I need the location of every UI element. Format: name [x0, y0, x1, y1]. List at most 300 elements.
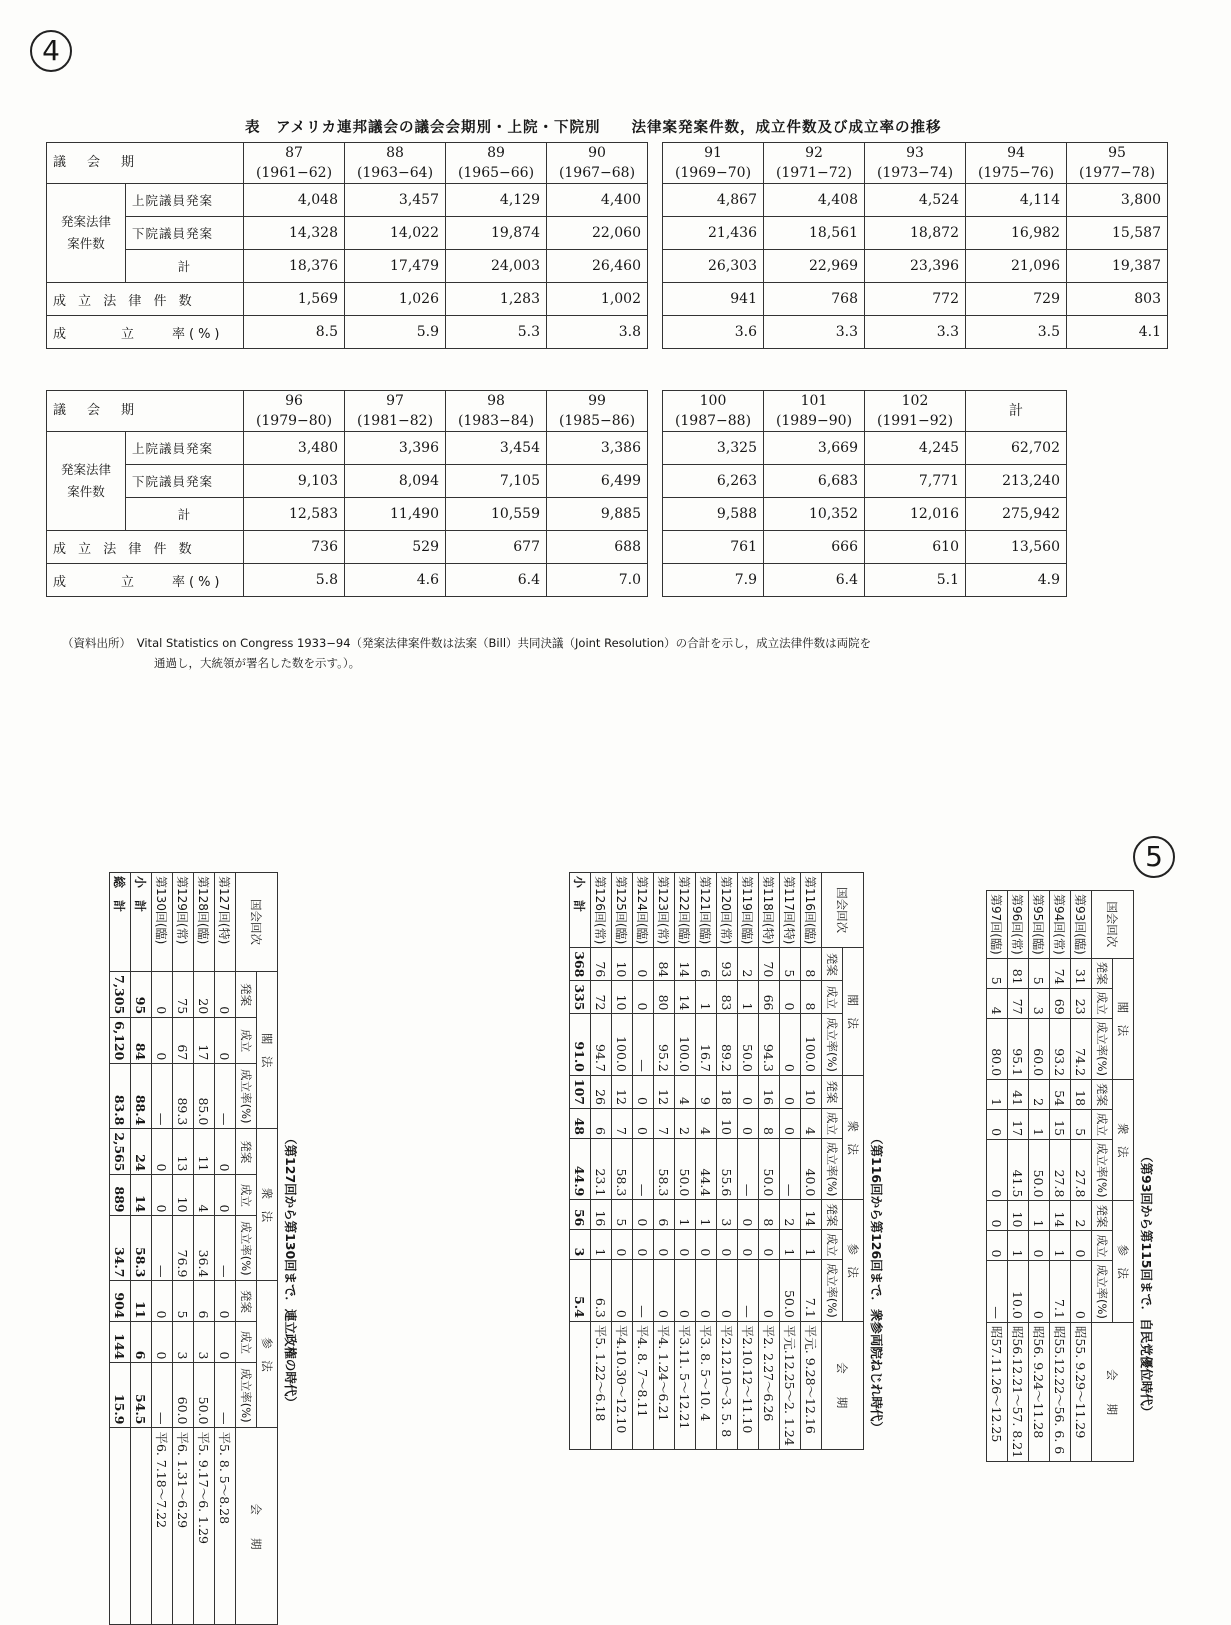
value-cell: 95.2	[654, 1014, 675, 1075]
session-number: 94	[1007, 145, 1025, 161]
rate-header: 成立率(%)	[236, 1363, 257, 1428]
value-cell: 55.6	[717, 1138, 738, 1199]
value-cell: 70	[759, 948, 780, 981]
column-gap	[648, 432, 663, 465]
cabinet-header: 閣 法	[1113, 958, 1134, 1079]
table-row	[173, 873, 194, 1625]
rate-header: 成立率(%)	[236, 1216, 257, 1281]
header-row-1	[1113, 891, 1134, 1462]
enacted-value: 677	[446, 531, 547, 564]
rate-header: 成立率(%)	[1092, 1018, 1113, 1079]
session-years: (1963−64)	[356, 165, 434, 181]
value-cell: 72	[591, 981, 612, 1014]
value-cell: 0	[612, 1260, 633, 1321]
senate-value: 4,048	[244, 184, 345, 217]
value-cell: 89.3	[173, 1064, 194, 1129]
enacted-value: 729	[966, 283, 1067, 316]
value-cell: 2,565	[110, 1129, 131, 1175]
value-cell: 0	[633, 1075, 654, 1108]
period-cell: 平5. 1.22〜6.18	[591, 1321, 612, 1449]
value-cell: —	[152, 1363, 173, 1428]
session-number: 87	[285, 145, 303, 161]
value-cell: —	[152, 1064, 173, 1129]
period-cell: 平元.12.25〜2. 1.24	[780, 1321, 801, 1449]
session-years: (1983−84)	[457, 413, 535, 429]
total-value: 10,559	[446, 498, 547, 531]
value-cell: 7.1	[1050, 1261, 1071, 1322]
value-cell: 0	[1029, 1261, 1050, 1322]
senate-value: 4,524	[865, 184, 966, 217]
rate-header: 成立率(%)	[822, 1138, 843, 1199]
total-value: 17,479	[345, 250, 446, 283]
value-cell: 0	[759, 1260, 780, 1321]
session-years: (1989−90)	[775, 413, 853, 429]
total-value: 21,096	[966, 250, 1067, 283]
table-row	[1029, 891, 1050, 1462]
value-cell: 7,305	[110, 972, 131, 1018]
session-cell: 第125回(臨)	[612, 873, 633, 948]
value-cell: 27.8	[1050, 1140, 1071, 1201]
value-cell: 5	[1071, 1110, 1092, 1140]
session-cell: 第96回(常)	[1008, 891, 1029, 959]
value-cell: 80	[654, 981, 675, 1014]
session-cell: 第117回(特)	[780, 873, 801, 948]
value-cell: 8	[801, 981, 822, 1014]
session-number: 97	[386, 393, 404, 409]
value-cell: 100.0	[801, 1014, 822, 1075]
lower-header: 衆 法	[257, 1129, 278, 1281]
senate-value: 3,669	[764, 432, 865, 465]
house-value: 18,561	[764, 217, 865, 250]
value-cell: 8	[759, 1108, 780, 1138]
period-cell	[570, 1321, 591, 1449]
house-label: 下院議員発案	[126, 217, 244, 250]
table-row	[759, 873, 780, 1450]
value-cell: 83.8	[110, 1064, 131, 1129]
enacted-value: 768	[764, 283, 865, 316]
column-gap	[648, 564, 663, 597]
value-cell: 0	[987, 1201, 1008, 1231]
senate-value: 4,245	[865, 432, 966, 465]
value-cell: 7	[654, 1108, 675, 1138]
table-title: 表 アメリカ連邦議会の議会会期別・上院・下院別 法律案発案件数，成立件数及び成立率の推移	[245, 120, 942, 136]
table-row	[696, 873, 717, 1450]
table-row	[738, 873, 759, 1450]
session-cell: 第121回(臨)	[696, 873, 717, 948]
value-cell: —	[215, 1064, 236, 1129]
value-cell: 6	[696, 948, 717, 981]
proposed-header: 発案	[236, 972, 257, 1018]
value-cell: 16.7	[696, 1014, 717, 1075]
value-cell: 41.5	[1008, 1140, 1029, 1201]
value-cell: 3	[717, 1200, 738, 1230]
value-cell: 0	[654, 1260, 675, 1321]
value-cell: 27.8	[1071, 1140, 1092, 1201]
header-row	[47, 143, 1168, 184]
value-cell: 0	[633, 1108, 654, 1138]
value-cell: 15.9	[110, 1363, 131, 1428]
period-cell: 平4. 8. 7〜8.11	[633, 1321, 654, 1449]
value-cell: 1	[696, 981, 717, 1014]
session-number: 99	[588, 393, 606, 409]
rate-header: 成立率(%)	[236, 1064, 257, 1129]
value-cell: —	[738, 1138, 759, 1199]
source-note	[62, 633, 1102, 673]
session-label: 議 会 期	[47, 391, 244, 432]
period-cell	[110, 1428, 131, 1625]
session-cell: 第119回(臨)	[738, 873, 759, 948]
value-cell: 11	[131, 1281, 152, 1322]
lower-header: 衆 法	[843, 1075, 864, 1200]
enacted-value: 13,560	[966, 531, 1067, 564]
value-cell: 0	[780, 1108, 801, 1138]
value-cell: 0	[1029, 1231, 1050, 1261]
period-cell: 平6. 1.31〜6.29	[173, 1428, 194, 1625]
house-value: 6,263	[663, 465, 764, 498]
rate-value: 5.3	[446, 316, 547, 349]
house-value: 15,587	[1067, 217, 1168, 250]
value-cell: 50.0	[759, 1138, 780, 1199]
house-value: 14,022	[345, 217, 446, 250]
session-number: 98	[487, 393, 505, 409]
proposed-header: 発案	[236, 1281, 257, 1322]
value-cell: 20	[194, 972, 215, 1018]
session-number: 計	[1009, 403, 1023, 419]
value-cell: 1	[780, 1230, 801, 1260]
value-cell: 50.0	[738, 1014, 759, 1075]
value-cell: 5.4	[570, 1260, 591, 1321]
value-cell: 54	[1050, 1080, 1071, 1110]
value-cell: 904	[110, 1281, 131, 1322]
senate-value: 4,114	[966, 184, 1067, 217]
value-cell: —	[633, 1260, 654, 1321]
value-cell: 10	[717, 1108, 738, 1138]
session-years: (1965−66)	[457, 165, 535, 181]
group-label: 発案法律 案件数	[47, 184, 126, 283]
value-cell: 81	[1008, 958, 1029, 988]
enacted-row	[47, 283, 1168, 316]
source-line-1: （資料出所） Vital Statistics on Congress 1933−94（発案法律案件数は法案（Bill）共同決議（Joint Resolution）の合計を示し，成立法律件数は両院を	[62, 636, 872, 650]
value-cell: —	[215, 1363, 236, 1428]
enacted-label: 成 立 法 律 件 数	[47, 531, 244, 564]
value-cell: 84	[654, 948, 675, 981]
value-cell: 16	[759, 1075, 780, 1108]
rate-value: 5.8	[244, 564, 345, 597]
session-header	[446, 391, 547, 432]
value-cell: 58.3	[612, 1138, 633, 1199]
value-cell: 10	[801, 1075, 822, 1108]
period-cell: 昭56. 9.24〜11.28	[1029, 1322, 1050, 1461]
value-cell: 1	[801, 1230, 822, 1260]
value-cell: 100.0	[675, 1014, 696, 1075]
page-number-4: 4	[30, 30, 72, 72]
house-value: 14,328	[244, 217, 345, 250]
column-gap	[648, 391, 663, 432]
value-cell: 54.5	[131, 1363, 152, 1428]
jp-bill-table	[109, 872, 278, 1625]
value-cell: 50.0	[780, 1260, 801, 1321]
session-cell: 第94回(常)	[1050, 891, 1071, 959]
house-value: 16,982	[966, 217, 1067, 250]
period-cell: 平6. 7.18〜7.22	[152, 1428, 173, 1625]
table-row	[612, 873, 633, 1450]
value-cell: 34.7	[110, 1216, 131, 1281]
total-value: 9,885	[547, 498, 648, 531]
proposed-header: 発案	[1092, 1201, 1113, 1231]
house-label: 下院議員発案	[126, 465, 244, 498]
session-header	[966, 391, 1067, 432]
session-header: 国会回次	[236, 873, 278, 972]
value-cell: —	[987, 1261, 1008, 1322]
session-header	[764, 391, 865, 432]
value-cell: 0	[987, 1140, 1008, 1201]
proposed-header: 発案	[822, 1200, 843, 1230]
value-cell: 0	[215, 972, 236, 1018]
total-value: 22,969	[764, 250, 865, 283]
senate-value: 3,454	[446, 432, 547, 465]
session-number: 91	[704, 145, 722, 161]
proposed-header: 発案	[1092, 1080, 1113, 1110]
value-cell: 6,120	[110, 1018, 131, 1064]
total-label: 計	[126, 498, 244, 531]
session-years: (1977−78)	[1078, 165, 1156, 181]
rate-value: 8.5	[244, 316, 345, 349]
session-years: (1987−88)	[674, 413, 752, 429]
senate-value: 4,129	[446, 184, 547, 217]
value-cell: 0	[780, 1014, 801, 1075]
value-cell: 0	[633, 948, 654, 981]
senate-value: 3,386	[547, 432, 648, 465]
value-cell: 11	[194, 1129, 215, 1175]
value-cell: 69	[1050, 988, 1071, 1018]
rate-value: 5.9	[345, 316, 446, 349]
value-cell: 0	[215, 1175, 236, 1216]
value-cell: 13	[173, 1129, 194, 1175]
header-row-1	[843, 873, 864, 1450]
session-header	[446, 143, 547, 184]
house-value: 8,094	[345, 465, 446, 498]
value-cell: 10	[1008, 1201, 1029, 1231]
enacted-value: 736	[244, 531, 345, 564]
value-cell: —	[152, 1216, 173, 1281]
total-value: 18,376	[244, 250, 345, 283]
table-row	[675, 873, 696, 1450]
value-cell: 2	[675, 1108, 696, 1138]
value-cell: 144	[110, 1322, 131, 1363]
session-header	[663, 391, 764, 432]
period-header: 会 期	[1092, 1322, 1134, 1461]
value-cell: 0	[738, 1075, 759, 1108]
value-cell: 14	[675, 981, 696, 1014]
senate-value: 3,800	[1067, 184, 1168, 217]
session-number: 95	[1108, 145, 1126, 161]
value-cell: 6	[194, 1281, 215, 1322]
value-cell: 8	[801, 948, 822, 981]
value-cell: 31	[1071, 958, 1092, 988]
session-cell: 第128回(臨)	[194, 873, 215, 972]
rate-value: 3.3	[764, 316, 865, 349]
group-label: 発案法律 案件数	[47, 432, 126, 531]
value-cell: 95	[131, 972, 152, 1018]
value-cell: 10.0	[1008, 1261, 1029, 1322]
session-number: 102	[901, 393, 929, 409]
session-number: 93	[906, 145, 924, 161]
session-number: 88	[386, 145, 404, 161]
total-value: 12,016	[865, 498, 966, 531]
rate-value: 6.4	[764, 564, 865, 597]
table-row	[1008, 891, 1029, 1462]
session-number: 92	[805, 145, 823, 161]
total-value: 26,460	[547, 250, 648, 283]
value-cell: 5	[1029, 958, 1050, 988]
enacted-value: 772	[865, 283, 966, 316]
session-cell: 小 計	[570, 873, 591, 948]
table-row	[1050, 891, 1071, 1462]
value-cell: 48	[570, 1108, 591, 1138]
value-cell: 4	[194, 1175, 215, 1216]
session-cell: 第116回(臨)	[801, 873, 822, 948]
value-cell: 5	[987, 958, 1008, 988]
session-cell: 第93回(臨)	[1071, 891, 1092, 959]
value-cell: 5	[780, 948, 801, 981]
session-header	[966, 143, 1067, 184]
upper-header: 参 法	[843, 1200, 864, 1321]
session-header	[244, 143, 345, 184]
total-row	[47, 498, 1067, 531]
value-cell: 3	[194, 1322, 215, 1363]
value-cell: 6	[131, 1322, 152, 1363]
session-header	[244, 391, 345, 432]
value-cell: 0	[215, 1018, 236, 1064]
session-header: 国会回次	[822, 873, 864, 948]
value-cell: 50.0	[675, 1138, 696, 1199]
value-cell: 40.0	[801, 1138, 822, 1199]
value-cell: 1	[987, 1080, 1008, 1110]
table-row	[801, 873, 822, 1450]
period-cell: 平2. 2.27〜6.26	[759, 1321, 780, 1449]
period-cell: 平5. 8. 5〜8.28	[215, 1428, 236, 1625]
value-cell: 18	[1071, 1080, 1092, 1110]
value-cell: 0	[633, 1200, 654, 1230]
value-cell: 60.0	[1029, 1018, 1050, 1079]
session-cell: 第127回(特)	[215, 873, 236, 972]
jp-table-caption: （第127回から第130回まで．連立政権の時代）	[283, 1132, 298, 1409]
value-cell: 23.1	[591, 1138, 612, 1199]
column-gap	[648, 250, 663, 283]
value-cell: 80.0	[987, 1018, 1008, 1079]
session-header	[865, 143, 966, 184]
us-congress-table-1	[46, 142, 1168, 349]
value-cell: 6	[654, 1200, 675, 1230]
enacted-value: 529	[345, 531, 446, 564]
value-cell: 36.4	[194, 1216, 215, 1281]
value-cell: 5	[612, 1200, 633, 1230]
period-cell: 平3. 8. 5〜10. 4	[696, 1321, 717, 1449]
table-row	[717, 873, 738, 1450]
value-cell: 94.3	[759, 1014, 780, 1075]
source-line-2: 通過し，大統領が署名した数を示す。）。	[154, 656, 361, 670]
senate-value: 4,867	[663, 184, 764, 217]
senate-label: 上院議員発案	[126, 432, 244, 465]
value-cell: —	[633, 1138, 654, 1199]
rate-value: 4.6	[345, 564, 446, 597]
rate-value: 5.1	[865, 564, 966, 597]
value-cell: 4	[987, 988, 1008, 1018]
lower-header: 衆 法	[1113, 1080, 1134, 1201]
value-cell: 3	[1029, 988, 1050, 1018]
table-row	[194, 873, 215, 1625]
session-header	[865, 391, 966, 432]
session-number: 90	[588, 145, 606, 161]
table-row	[215, 873, 236, 1625]
value-cell: —	[780, 1138, 801, 1199]
session-years: (1975−76)	[977, 165, 1055, 181]
period-cell: 平2.12.10〜3. 5. 8	[717, 1321, 738, 1449]
rate-header: 成立率(%)	[822, 1260, 843, 1321]
rate-value: 4.9	[966, 564, 1067, 597]
house-value: 213,240	[966, 465, 1067, 498]
jp-table-caption: （第93回から第115回まで．自民党優位時代）	[1139, 1150, 1154, 1419]
value-cell: 24	[131, 1129, 152, 1175]
value-cell: 76	[591, 948, 612, 981]
value-cell: 1	[1029, 1110, 1050, 1140]
value-cell: 1	[738, 981, 759, 1014]
value-cell: 17	[194, 1018, 215, 1064]
enacted-value: 803	[1067, 283, 1168, 316]
value-cell: 0	[152, 972, 173, 1018]
passed-header: 成立	[1092, 1110, 1113, 1140]
value-cell: 0	[717, 1260, 738, 1321]
rate-value: 7.9	[663, 564, 764, 597]
jp-table-ldp-era	[986, 890, 1158, 1462]
period-cell: 平元. 9.28〜12.16	[801, 1321, 822, 1449]
value-cell: 0	[612, 1230, 633, 1260]
period-cell: 平3.11. 5〜12.21	[675, 1321, 696, 1449]
value-cell: —	[215, 1216, 236, 1281]
value-cell: 94.7	[591, 1014, 612, 1075]
value-cell: 56	[570, 1200, 591, 1230]
column-gap	[648, 316, 663, 349]
value-cell: 77	[1008, 988, 1029, 1018]
value-cell: 44.9	[570, 1138, 591, 1199]
value-cell: 0	[987, 1110, 1008, 1140]
period-cell: 平4. 1.24〜6.21	[654, 1321, 675, 1449]
column-gap	[648, 465, 663, 498]
total-value: 19,387	[1067, 250, 1168, 283]
session-header	[345, 391, 446, 432]
session-number: 101	[800, 393, 828, 409]
value-cell: 0	[987, 1231, 1008, 1261]
value-cell: 0	[738, 1108, 759, 1138]
value-cell: 10	[612, 948, 633, 981]
period-cell: 平4.10.30〜12.10	[612, 1321, 633, 1449]
period-cell: 昭55.12.22〜56. 6. 6	[1050, 1322, 1071, 1461]
value-cell: 58.3	[654, 1138, 675, 1199]
value-cell: 1	[591, 1230, 612, 1260]
senate-value: 4,400	[547, 184, 648, 217]
house-row	[47, 217, 1168, 250]
passed-header: 成立	[822, 981, 843, 1014]
table-row	[1071, 891, 1092, 1462]
value-cell: 1	[675, 1200, 696, 1230]
session-cell: 第126回(常)	[591, 873, 612, 948]
value-cell: 0	[215, 1129, 236, 1175]
value-cell: 10	[173, 1175, 194, 1216]
value-cell: 0	[1071, 1261, 1092, 1322]
session-header	[663, 143, 764, 184]
senate-value: 3,457	[345, 184, 446, 217]
upper-header: 参 法	[1113, 1201, 1134, 1322]
